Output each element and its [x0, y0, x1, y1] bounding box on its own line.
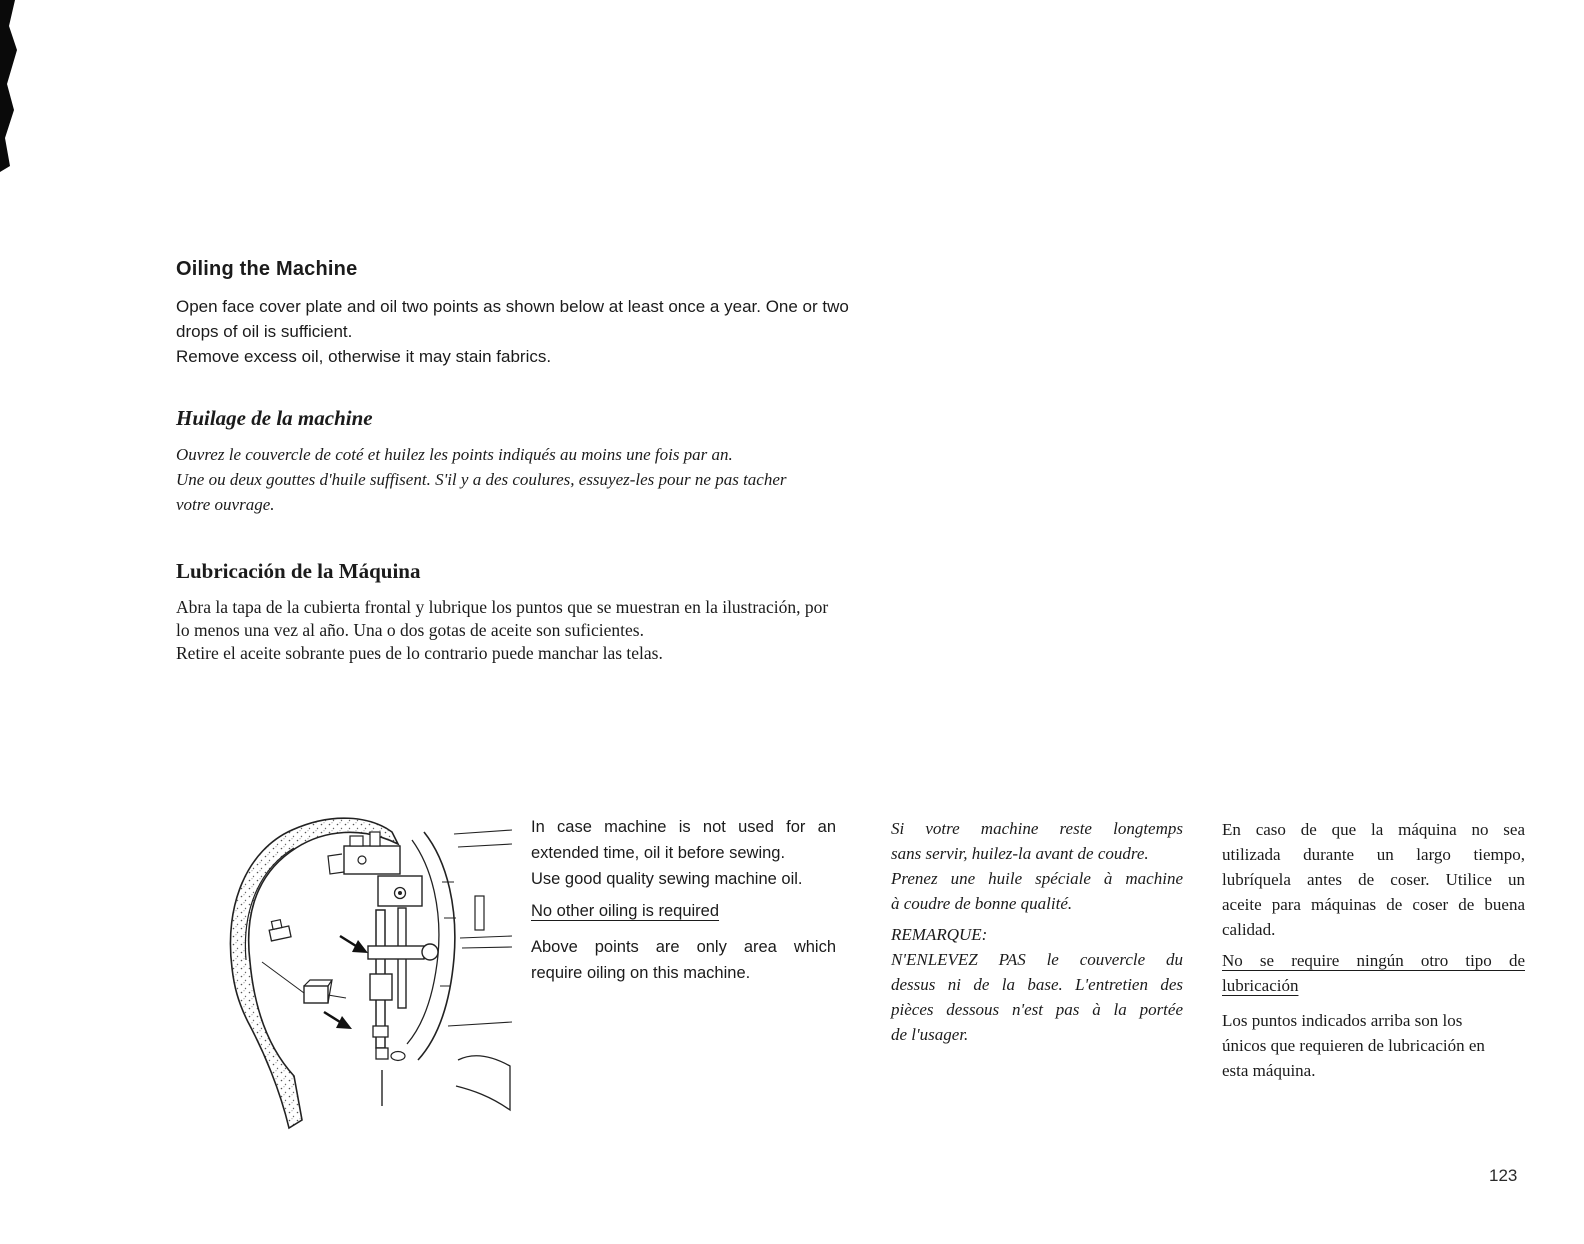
- column-french-note-label: REMARQUE:: [891, 925, 988, 944]
- heading-french: Huilage de la machine: [176, 406, 373, 430]
- section-english: [176, 258, 921, 369]
- heading-spanish: Lubricación de la Máquina: [176, 559, 421, 583]
- column-english-underlined-note: No other oiling is required: [531, 902, 720, 920]
- column-french-note: N'ENLEVEZ PAS le couvercle du dessus ni de la base. L'entretien des pièces dessous n'est pas à la portée de l'usager.: [891, 950, 1183, 1044]
- column-spanish-para2: Los puntos indicados arriba son los únicos que requieren de lubricación en esta máquina.: [1222, 1011, 1485, 1080]
- column-english: [531, 814, 836, 986]
- column-french-para1: Si votre machine reste longtemps sans servir, huilez-la avant de coudre. Prenez une huile spéciale à machine à coudre de bonne qualité.: [891, 819, 1183, 913]
- body-english: Open face cover plate and oil two points as shown below at least once a year. One or two drops of oil is sufficient. Remove excess oil, otherwise it may stain fabrics.: [176, 297, 849, 366]
- body-spanish: Abra la tapa de la cubierta frontal y lubrique los puntos que se muestran en la ilustración, por lo menos una vez al año. Una o dos gotas de aceite son suficientes. Retire el aceite sobrante pues de lo contrario puede manchar las telas.: [176, 597, 829, 663]
- machine-illustration: [192, 790, 512, 1130]
- body-french: Ouvrez le couvercle de coté et huilez les points indiqués au moins une fois par an. Une ou deux gouttes d'huile suffisent. S'il y a des coulures, essuyez-les pour ne pas tacher votre ouvrage.: [176, 445, 787, 514]
- page-number: 123: [1489, 1166, 1518, 1185]
- heading-english: Oiling the Machine: [176, 258, 358, 280]
- section-spanish: [176, 559, 921, 665]
- oil-point-arrow-top: [340, 936, 368, 953]
- column-spanish-underlined-note: No se require ningún otro tipo de lubricación: [1222, 951, 1525, 995]
- column-spanish-para1: En caso de que la máquina no sea utilizada durante un largo tiempo, lubríquela antes de coser. Utilice un aceite para máquinas de coser de buena calidad.: [1222, 820, 1525, 939]
- cover-latch-top: [268, 918, 292, 941]
- machine-head: [407, 830, 512, 1110]
- oil-point-arrow-bottom: [324, 1012, 352, 1029]
- column-spanish: [1222, 817, 1525, 1083]
- column-english-para1: In case machine is not used for an extended time, oil it before sewing. Use good quality sewing machine oil.: [531, 818, 836, 888]
- cover-latch-bottom: [304, 980, 346, 1003]
- column-english-para2: Above points are only area which require oiling on this machine.: [531, 938, 836, 982]
- section-french: [176, 406, 921, 517]
- column-french: [891, 816, 1183, 1047]
- top-mechanism: [328, 832, 422, 906]
- scan-artifact: [0, 0, 40, 180]
